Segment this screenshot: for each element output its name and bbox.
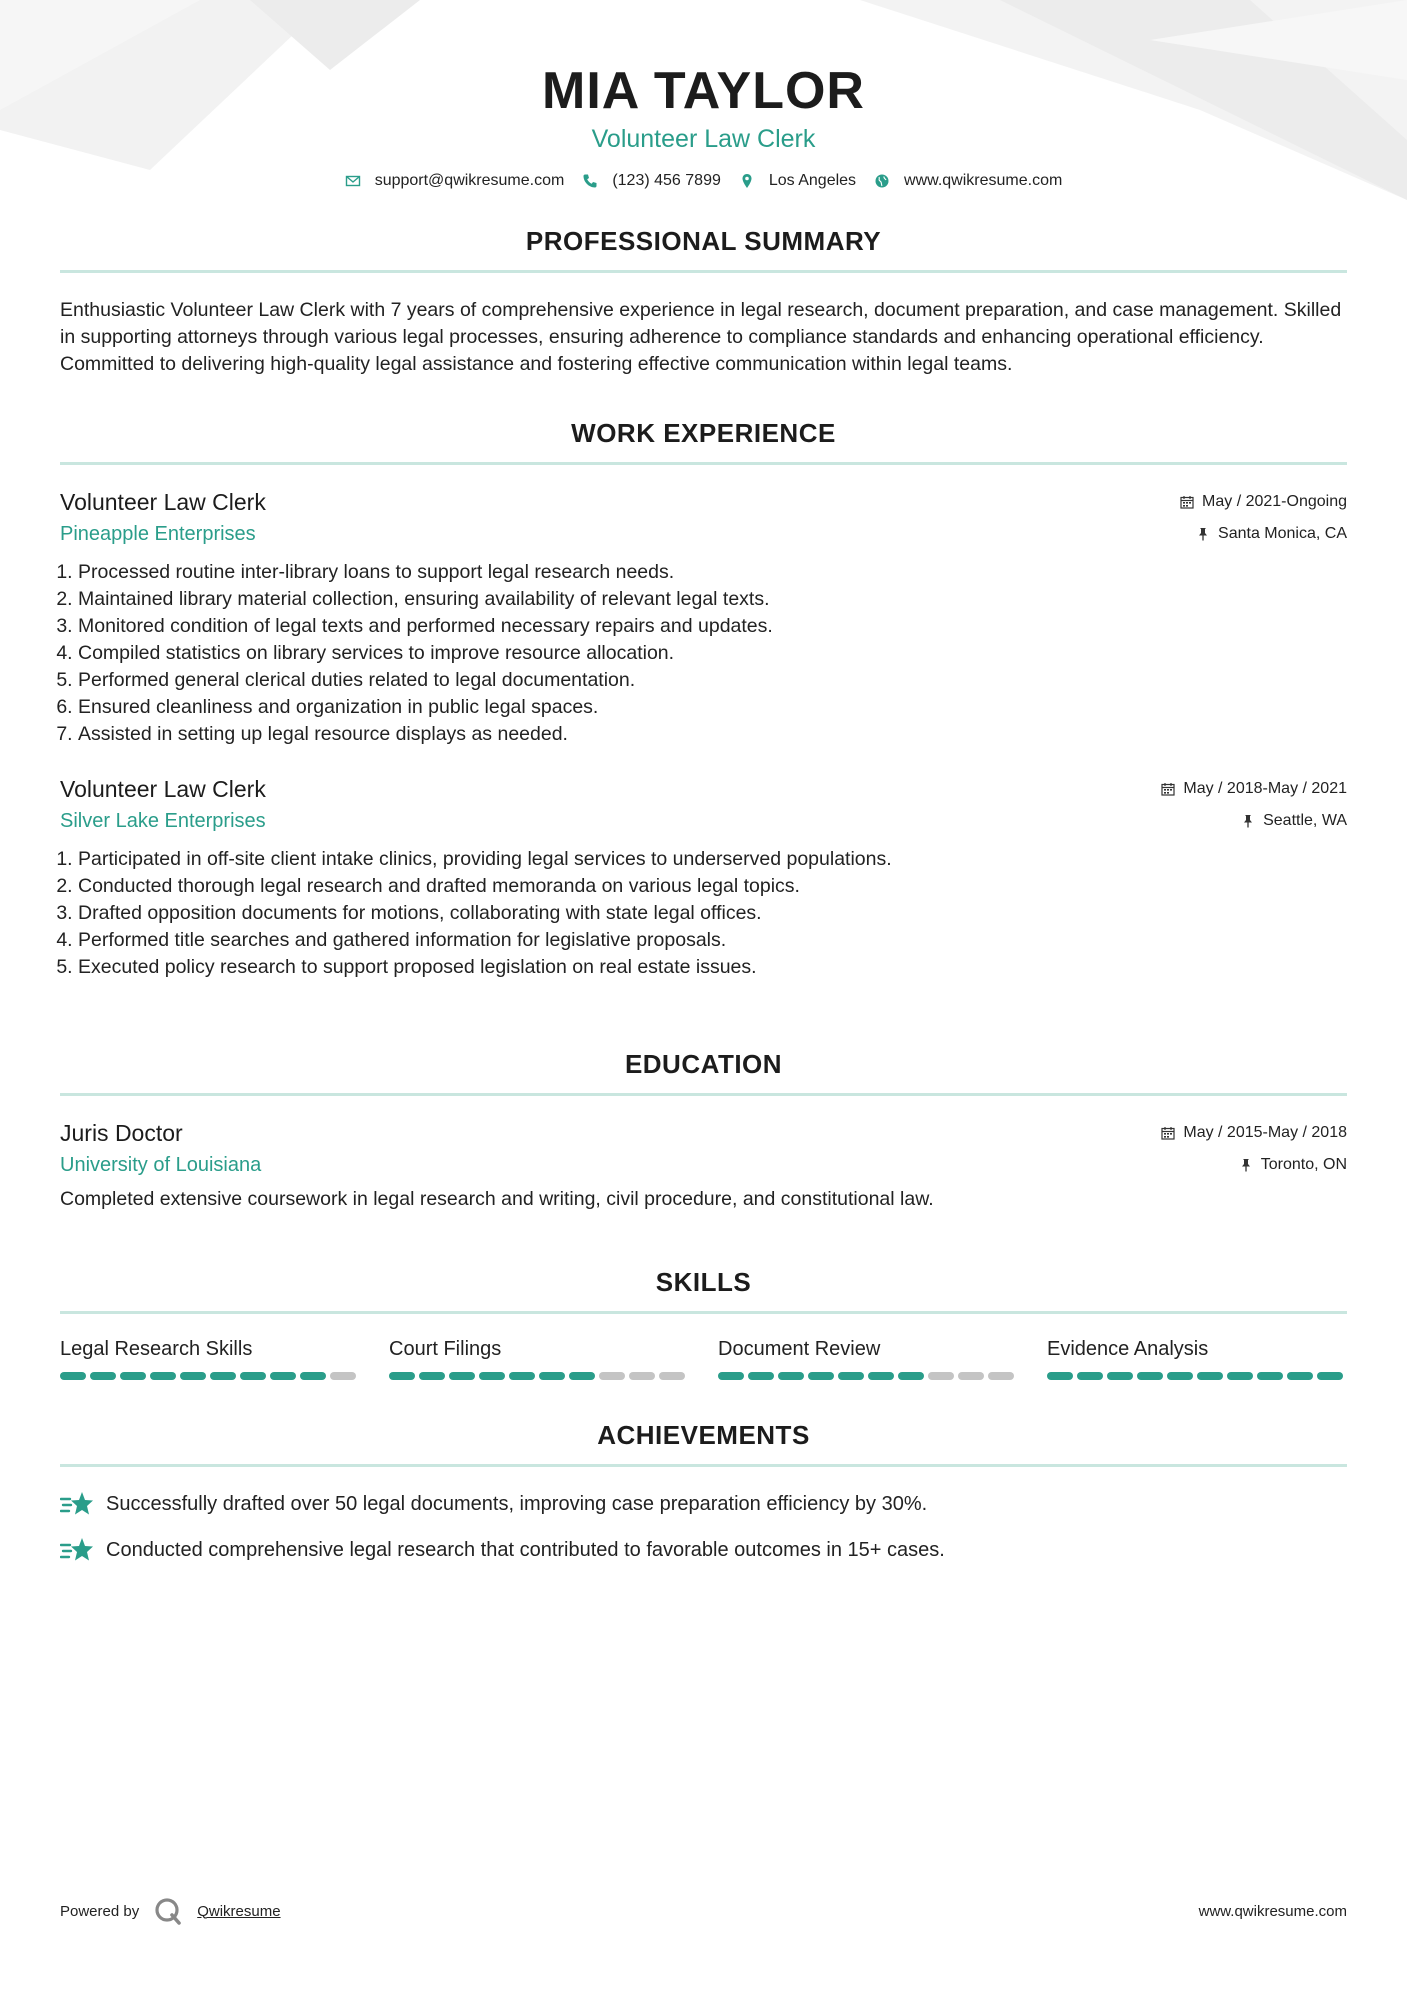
skill-name: Document Review <box>718 1338 881 1360</box>
rating-dot-filled <box>60 1372 86 1380</box>
list-item: 2. Conducted thorough legal research and drafted memoranda on various legal topics. <box>78 873 1347 900</box>
powered-by <box>60 1896 281 1926</box>
rating-dot-filled <box>389 1372 415 1380</box>
skill-rating <box>1047 1372 1347 1380</box>
rating-dot-filled <box>509 1372 535 1380</box>
rating-dot-empty <box>928 1372 954 1380</box>
list-item: 1. Processed routine inter-library loans to support legal research needs. <box>78 559 1347 586</box>
skill-item <box>389 1336 689 1380</box>
school: University of Louisiana <box>60 1154 262 1176</box>
rating-dot-filled <box>240 1372 266 1380</box>
list-item: 2. Maintained library material collection, ensuring availability of relevant legal texts. <box>78 586 1347 613</box>
rating-dot-filled <box>1227 1372 1253 1380</box>
skill-item <box>1047 1336 1347 1380</box>
shooting-star-icon <box>60 1489 94 1519</box>
phone-icon <box>582 173 598 189</box>
rating-dot-filled <box>150 1372 176 1380</box>
rating-dot-filled <box>1107 1372 1133 1380</box>
rating-dot-filled <box>838 1372 864 1380</box>
list-item: 4. Performed title searches and gathered information for legislative proposals. <box>78 927 1347 954</box>
rating-dot-filled <box>270 1372 296 1380</box>
skill-rating <box>718 1372 1018 1380</box>
contact-email[interactable] <box>345 172 565 190</box>
candidate-name: MIA TAYLOR <box>542 62 865 120</box>
list-item: 3. Monitored condition of legal texts and performed necessary repairs and updates. <box>78 613 1347 640</box>
rating-dot-filled <box>90 1372 116 1380</box>
education-heading: EDUCATION <box>624 1049 783 1079</box>
rating-dot-filled <box>569 1372 595 1380</box>
rating-dot-filled <box>1257 1372 1283 1380</box>
section-divider <box>60 270 1347 273</box>
contact-location <box>739 172 856 190</box>
rating-dot-filled <box>1077 1372 1103 1380</box>
summary-heading: PROFESSIONAL SUMMARY <box>525 226 882 256</box>
phone-text: (123) 456 7899 <box>612 172 721 189</box>
calendar-icon <box>1180 495 1194 509</box>
contact-website[interactable] <box>874 172 1062 190</box>
rating-dot-filled <box>300 1372 326 1380</box>
job-entry <box>60 487 1347 748</box>
job-dates: May / 2018-May / 2021 <box>1183 780 1347 797</box>
section-divider <box>60 462 1347 465</box>
rating-dot-filled <box>1287 1372 1313 1380</box>
qwikresume-logo-icon <box>153 1896 183 1926</box>
skills-list <box>60 1336 1347 1380</box>
rating-dot-filled <box>1137 1372 1163 1380</box>
resume-header <box>60 0 1347 190</box>
rating-dot-filled <box>539 1372 565 1380</box>
skill-name: Evidence Analysis <box>1047 1338 1209 1360</box>
section-divider <box>60 1093 1347 1096</box>
experience-section <box>60 416 1347 981</box>
rating-dot-filled <box>1167 1372 1193 1380</box>
shooting-star-icon <box>60 1535 94 1565</box>
achievements-section <box>60 1418 1347 1565</box>
job-duties <box>60 846 1347 981</box>
list-item: 6. Ensured cleanliness and organization in public legal spaces. <box>78 694 1347 721</box>
skill-name: Court Filings <box>389 1338 502 1360</box>
rating-dot-empty <box>988 1372 1014 1380</box>
website-text: www.qwikresume.com <box>904 172 1063 189</box>
rating-dot-empty <box>659 1372 685 1380</box>
globe-icon <box>874 173 890 189</box>
skill-rating <box>60 1372 360 1380</box>
job-location: Santa Monica, CA <box>1218 525 1347 542</box>
email-text: support@qwikresume.com <box>374 172 565 189</box>
job-dates: May / 2021-Ongoing <box>1202 493 1347 510</box>
qwikresume-link[interactable]: Qwikresume <box>197 1902 281 1920</box>
education-description: Completed extensive coursework in legal research and writing, civil procedure, and constitutional law. <box>60 1188 934 1210</box>
rating-dot-filled <box>1047 1372 1073 1380</box>
pushpin-icon <box>1196 527 1210 541</box>
rating-dot-filled <box>1317 1372 1343 1380</box>
education-dates: May / 2015-May / 2018 <box>1183 1124 1347 1141</box>
job-title: Volunteer Law Clerk <box>60 776 266 802</box>
job-duties <box>60 559 1347 748</box>
achievement-text: Successfully drafted over 50 legal documents, improving case preparation efficiency by 30%. <box>106 1493 928 1515</box>
skill-item <box>718 1336 1018 1380</box>
list-item: 5. Performed general clerical duties related to legal documentation. <box>78 667 1347 694</box>
rating-dot-empty <box>958 1372 984 1380</box>
rating-dot-filled <box>868 1372 894 1380</box>
page-footer <box>60 1896 1347 1926</box>
list-item: 3. Drafted opposition documents for motions, collaborating with state legal offices. <box>78 900 1347 927</box>
rating-dot-filled <box>120 1372 146 1380</box>
section-divider <box>60 1311 1347 1314</box>
skills-heading: SKILLS <box>655 1267 752 1297</box>
skill-item <box>60 1336 360 1380</box>
skill-rating <box>389 1372 689 1380</box>
degree: Juris Doctor <box>60 1120 183 1146</box>
rating-dot-filled <box>449 1372 475 1380</box>
candidate-title: Volunteer Law Clerk <box>591 125 816 153</box>
rating-dot-filled <box>808 1372 834 1380</box>
summary-section <box>60 224 1347 378</box>
education-section <box>60 1047 1347 1213</box>
job-title: Volunteer Law Clerk <box>60 489 266 515</box>
list-item: 1. Participated in off-site client intake clinics, providing legal services to underserved populations. <box>78 846 1347 873</box>
summary-text: Enthusiastic Volunteer Law Clerk with 7 years of comprehensive experience in legal research, document preparation, and case management. Skilled in supporting attorneys through various legal processes, ensuring adherence to compliance standards and enhancing operational efficiency. Committed to delivering high-quality legal assistance and fostering effective communication within legal teams. <box>60 299 1342 375</box>
achievement-item <box>60 1535 1347 1565</box>
powered-by-label: Powered by <box>60 1902 140 1920</box>
education-entry <box>60 1118 1347 1213</box>
rating-dot-empty <box>629 1372 655 1380</box>
rating-dot-filled <box>180 1372 206 1380</box>
rating-dot-empty <box>330 1372 356 1380</box>
rating-dot-filled <box>419 1372 445 1380</box>
footer-website-link[interactable]: www.qwikresume.com <box>1198 1902 1347 1920</box>
list-item: 4. Compiled statistics on library services to improve resource allocation. <box>78 640 1347 667</box>
calendar-icon <box>1161 1126 1175 1140</box>
skill-name: Legal Research Skills <box>60 1338 253 1360</box>
rating-dot-filled <box>898 1372 924 1380</box>
list-item: 5. Executed policy research to support proposed legislation on real estate issues. <box>78 954 1347 981</box>
contact-bar <box>60 172 1347 190</box>
job-entry <box>60 774 1347 981</box>
rating-dot-filled <box>718 1372 744 1380</box>
skills-section <box>60 1265 1347 1380</box>
achievements-heading: ACHIEVEMENTS <box>597 1420 810 1450</box>
experience-heading: WORK EXPERIENCE <box>571 418 836 448</box>
rating-dot-filled <box>1197 1372 1223 1380</box>
map-pin-icon <box>739 173 755 189</box>
pushpin-icon <box>1239 1158 1253 1172</box>
job-location: Seattle, WA <box>1263 812 1347 829</box>
job-company: Silver Lake Enterprises <box>60 810 266 832</box>
list-item: 7. Assisted in setting up legal resource displays as needed. <box>78 721 1347 748</box>
rating-dot-empty <box>599 1372 625 1380</box>
achievement-text: Conducted comprehensive legal research that contributed to favorable outcomes in 15+ cases. <box>106 1539 945 1561</box>
rating-dot-filled <box>210 1372 236 1380</box>
job-company: Pineapple Enterprises <box>60 523 256 545</box>
rating-dot-filled <box>479 1372 505 1380</box>
achievement-item <box>60 1489 1347 1519</box>
education-location: Toronto, ON <box>1260 1156 1347 1173</box>
section-divider <box>60 1464 1347 1467</box>
rating-dot-filled <box>748 1372 774 1380</box>
location-text: Los Angeles <box>768 172 857 189</box>
envelope-icon <box>345 173 361 189</box>
calendar-icon <box>1161 782 1175 796</box>
rating-dot-filled <box>778 1372 804 1380</box>
contact-phone[interactable] <box>582 172 721 190</box>
pushpin-icon <box>1241 814 1255 828</box>
